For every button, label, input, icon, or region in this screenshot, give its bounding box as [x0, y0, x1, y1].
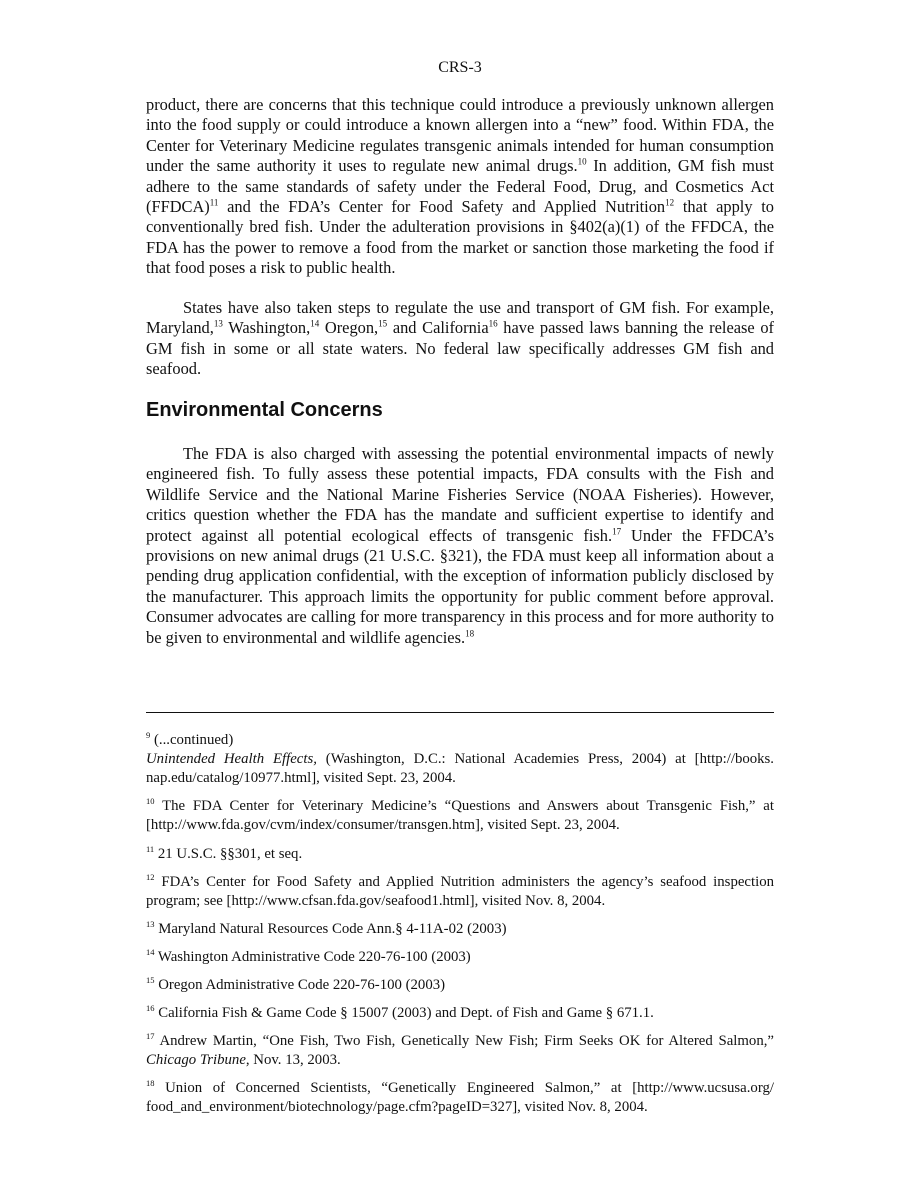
- paragraph-text: Under the FFDCA’s provisions on new animal drugs (21 U.S.C. §321), the FDA must keep all information about a pending drug application confidential, with the exception of information publicly disclosed by the manufacturer. This approach limits the opportunity for public comment before approval. Consumer advocates are calling for more transparency in this process and for more authority to be given to environmental and wildlife agencies.: [146, 525, 774, 647]
- footnote-ref-15[interactable]: 15: [378, 318, 388, 329]
- footnote-14: [146, 948, 774, 967]
- footnote-separator: [146, 712, 774, 713]
- footnote-17: [146, 1032, 774, 1070]
- footnote-text: California Fish & Game Code § 15007 (2003) and Dept. of Fish and Game § 671.1.: [154, 1005, 654, 1021]
- paragraph-text: Oregon,: [319, 318, 379, 338]
- footnote-text: Maryland Natural Resources Code Ann.§ 4-11A-02 (2003): [154, 921, 507, 937]
- footnote-number: 10: [146, 796, 155, 807]
- footnote-text: , Nov. 13, 2003.: [245, 1052, 341, 1068]
- footnote-number: 14: [146, 947, 155, 958]
- footnote-ref-10[interactable]: 10: [577, 156, 587, 167]
- footnote-10: [146, 797, 774, 835]
- footnote-number: 12: [146, 872, 155, 883]
- paragraph-text: In addition, GM fish must adhere to the same standards of safety under the Federal Food, Drug, and Cosmetics Act (FFDCA): [146, 156, 774, 217]
- footnote-text: The FDA Center for Veterinary Medicine’s “Questions and Answers about Transgenic Fish,” at [http://www.fda.gov/cvm/index/consumer/transgen.htm], visited Sept. 23, 2004.: [146, 798, 774, 833]
- footnote-15: [146, 976, 774, 995]
- footnote-ref-13[interactable]: 13: [213, 318, 223, 329]
- footnote-text: FDA’s Center for Food Safety and Applied Nutrition administers the agency’s seafood inspection program; see [http://www.cfsan.fda.gov/seafood1.html], visited Nov. 8, 2004.: [146, 874, 774, 909]
- footnote-ref-11[interactable]: 11: [209, 197, 219, 208]
- footnote-ref-16[interactable]: 16: [488, 318, 498, 329]
- body-paragraph-environmental: [146, 444, 774, 648]
- footnote-text: Union of Concerned Scientists, “Genetically Engineered Salmon,” at [http://www.ucsusa.org/ food_and_environment/biotechnology/page.cfm?pageID=327], visited Nov. 8, 2004.: [146, 1080, 774, 1115]
- footnote-ref-17[interactable]: 17: [612, 526, 622, 537]
- footnote-16: [146, 1004, 774, 1023]
- footnote-number: 9: [146, 730, 151, 741]
- footnote-12: [146, 873, 774, 911]
- footnote-number: 15: [146, 975, 155, 986]
- paragraph-text: and California: [387, 318, 489, 338]
- footnote-number: 11: [146, 844, 155, 855]
- footnote-ref-14[interactable]: 14: [310, 318, 320, 329]
- footnote-ref-12[interactable]: 12: [665, 197, 675, 208]
- paragraph-text: product, there are concerns that this technique could introduce a previously unknown allergen into the food supply or could introduce a known allergen into a “new” food. Within FDA, the Center for Veterinary Medicine regulates transgenic animals intended for human consumption under the same authority it uses to regulate new animal drugs.: [146, 95, 774, 176]
- footnote-number: 17: [146, 1031, 155, 1042]
- page-number-label: CRS-3: [438, 59, 482, 76]
- footnote-number: 13: [146, 919, 155, 930]
- footnote-text: Oregon Administrative Code 220-76-100 (2003): [154, 977, 446, 993]
- footnote-9: [146, 731, 774, 788]
- body-paragraph-state-laws: [146, 298, 774, 380]
- paragraph-text: Washington,: [222, 318, 311, 338]
- page-header: [0, 58, 920, 78]
- footnote-italic-title: Unintended Health Effects,: [146, 751, 317, 767]
- body-paragraph-fda-regulation: [146, 95, 774, 279]
- paragraph-text: States have also taken steps to regulate the use and transport of GM fish. For example, Maryland,: [146, 298, 774, 338]
- section-heading: Environmental Concerns: [146, 399, 383, 421]
- footnote-ref-18[interactable]: 18: [465, 628, 475, 639]
- footnote-13: [146, 920, 774, 939]
- footnote-number: 18: [146, 1078, 155, 1089]
- paragraph-text: and the FDA’s Center for Food Safety and Applied Nutrition: [218, 197, 666, 217]
- footnote-text: (Washington, D.C.: National Academies Press, 2004) at [http://books. nap.edu/catalog/10977.html], visited Sept. 23, 2004.: [146, 751, 774, 786]
- paragraph-text: The FDA is also charged with assessing the potential environmental impacts of newly engineered fish. To fully assess these potential impacts, FDA consults with the Fish and Wildlife Service and the National Marine Fisheries Service (NOAA Fisheries). However, critics question whether the FDA has the mandate and sufficient expertise to identify and protect against all potential ecological effects of transgenic fish.: [146, 444, 774, 545]
- paragraph-text: that apply to conventionally bred fish. Under the adulteration provisions in §402(a)(1) of the FFDCA, the FDA has the power to remove a food from the market or sanction those marketing the food if that food poses a risk to public health.: [146, 197, 774, 278]
- footnote-text: Washington Administrative Code 220-76-100 (2003): [154, 949, 471, 965]
- paragraph-text: have passed laws banning the release of GM fish in some or all state waters. No federal law specifically addresses GM fish and seafood.: [146, 318, 774, 379]
- footnote-italic-title: Chicago Tribune: [146, 1052, 246, 1068]
- footnote-text: (...continued): [150, 732, 234, 748]
- footnote-11: [146, 845, 774, 864]
- footnote-text: Andrew Martin, “One Fish, Two Fish, Genetically New Fish; Firm Seeks OK for Altered Salmon,”: [154, 1033, 774, 1049]
- footnote-text: 21 U.S.C. §§301, et seq.: [154, 846, 303, 862]
- footnote-number: 16: [146, 1003, 155, 1014]
- footnote-18: [146, 1079, 774, 1117]
